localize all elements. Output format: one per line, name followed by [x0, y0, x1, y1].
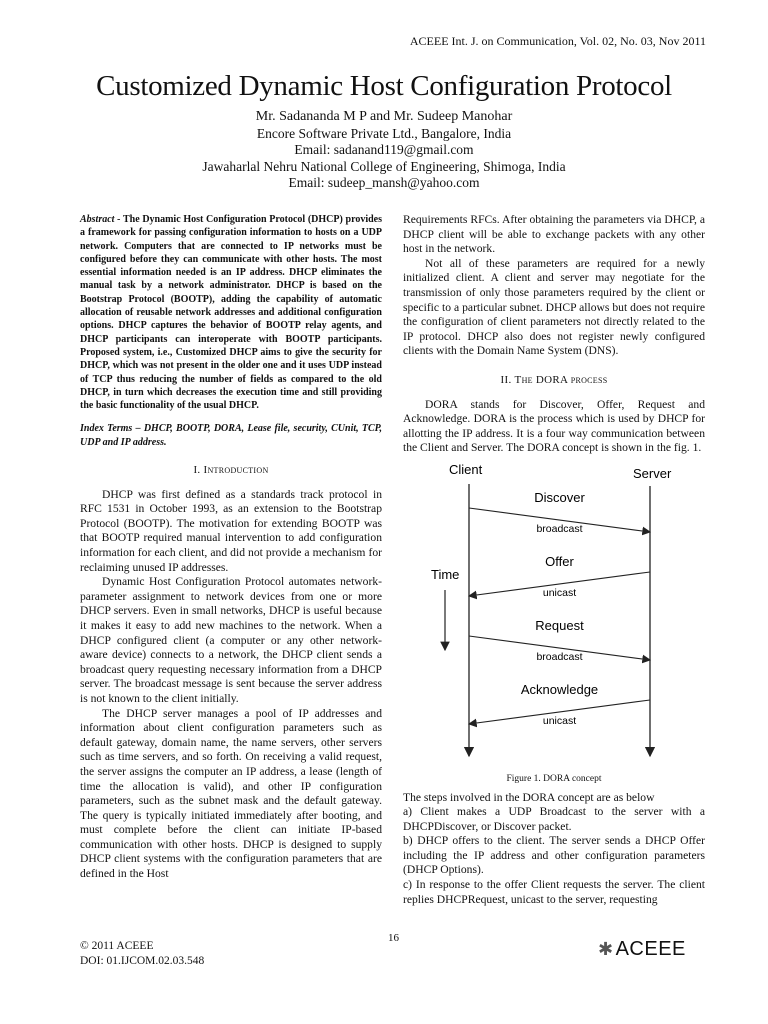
step-c: c) In response to the offer Client requests the server. The client replies DHCPRequest, unicast to the server, requesting — [403, 878, 705, 906]
message-mode-2: unicast — [542, 586, 577, 599]
message-mode-4: unicast — [542, 714, 577, 727]
message-label-1: Discover — [534, 489, 585, 505]
time-label: Time — [431, 566, 460, 582]
right-column — [403, 213, 705, 907]
aceee-logo: ✱ ACEEE — [598, 938, 686, 960]
message-mode-3: broadcast — [536, 650, 583, 663]
doi: DOI: 01.IJCOM.02.03.548 — [80, 955, 205, 967]
right-paragraph-2: Not all of these parameters are required for a newly initialized client. A client and server may negotiate for the transmission of only those parameters required by the client or specific to a particular subnet. DHCP allows but does not require the configuration of client parameters not directly related to the IP protocol. DHCP also does not register newly configured clients with the Domain Name System (DNS). — [403, 256, 705, 358]
left-column — [80, 213, 382, 882]
intro-paragraph-2: Dynamic Host Configuration Protocol automates network-parameter assignment to network devices from one or more DHCP servers. Even in small networks, DHCP is useful because it makes it easy to add new machines to the network. When a DHCP configured client (a computer or any other network-aware device) connects to a network, the DHCP client sends a broadcast query requesting necessary information from a DHCP server. The broadcast message is sent because the server address is not known to the client initially. — [80, 575, 382, 705]
server-label: Server — [633, 465, 672, 481]
email-2: Email: sudeep_mansh@yahoo.com — [288, 175, 480, 190]
intro-paragraph-1: DHCP was first defined as a standards track protocol in RFC 1531 in October 1993, as an extension to the Bootstrap Protocol (BOOTP). The motivation for extending BOOTP was that BOOTP required manual intervention to add configuration information for each client, and did not provide a mechanism for reclaiming unused IP addresses. — [80, 487, 382, 574]
dora-paragraph: DORA stands for Discover, Offer, Request and Acknowledge. DORA is the process which is used by DHCP for allotting the IP address. It is a four way communication between the Client and Server. The DORA concept is shown in the fig. 1. — [403, 397, 705, 455]
paper-title: Customized Dynamic Host Configuration Protocol — [96, 70, 672, 102]
message-label-4: Acknowledge — [520, 681, 599, 697]
message-label-3: Request — [535, 617, 584, 633]
dora-figure — [403, 460, 705, 772]
message-label-2: Offer — [545, 553, 574, 569]
abstract-label: Abstract - — [80, 214, 121, 225]
intro-paragraph-3: The DHCP server manages a pool of IP addresses and information about client configuration parameters such as default gateway, domain name, the name servers, other servers such as time servers, and so forth. On receiving a valid request, the server assigns the computer an IP address, a lease (length of time the allocation is valid), and other IP configuration parameters, such as the subnet mask and the default gateway. The query is typically initiated immediately after booting, and must complete before the client can initiate IP-based communication with other hosts. DHCP is designed to supply DHCP client systems with the configuration parameters that are defined in the Host — [80, 706, 382, 881]
client-label: Client — [449, 461, 483, 477]
page-number: 16 — [388, 932, 399, 944]
email-1: Email: sadanand119@gmail.com — [294, 142, 474, 157]
affiliation-1: Encore Software Private Ltd., Bangalore, India — [256, 125, 512, 141]
message-arrows — [469, 490, 650, 727]
steps-intro: The steps involved in the DORA concept are as below — [403, 790, 655, 804]
message-mode-1: broadcast — [536, 522, 583, 535]
star-icon: ✱ — [598, 939, 614, 959]
section-2-heading: II. The DORA process — [500, 373, 608, 386]
step-b: b) DHCP offers to the client. The server sends a DHCP Offer including the IP address and other configuration parameters (DHCP Options). — [403, 834, 705, 877]
section-1-heading: I. Introduction — [193, 464, 269, 477]
figure-caption: Figure 1. DORA concept — [506, 773, 602, 784]
affiliation-2: Jawaharlal Nehru National College of Engineering, Shimoga, India — [202, 158, 566, 174]
author-names: Mr. Sadananda M P and Mr. Sudeep Manohar — [255, 109, 513, 124]
dora-diagram — [403, 460, 705, 772]
footer-info — [80, 939, 204, 969]
abstract — [80, 213, 382, 412]
journal-header: ACEEE Int. J. on Communication, Vol. 02, No. 03, Nov 2011 — [409, 34, 706, 48]
abstract-text: The Dynamic Host Configuration Protocol (DHCP) provides a framework for passing configuration information to hosts on a UDP network. Computers that are connected to IP networks must be configured before they can communicate with other hosts. The most essential information needed is an IP address. DHCP eliminates the manual task by a network administrator. DHCP is based on the Bootstrap Protocol (BOOTP), adding the capability of automatic allocation of reusable network addresses and additional configuration options. DHCP captures the behavior of BOOTP relay agents, and DHCP participants can interoperate with BOOTP participants. Proposed system, i.e., Customized DHCP aims to give the security for DHCP, which was not present in the older one and it uses UDP instead of TCP thus reducing the number of fields as compared to the old DHCP, in turn which decreases the execution time and still providing the basic functionality of the usual DHCP. — [80, 214, 382, 412]
right-paragraph-1: Requirements RFCs. After obtaining the parameters via DHCP, a DHCP client will be able to exchange packets with any other host in the network. — [403, 213, 705, 256]
author-block — [0, 109, 768, 192]
copyright: © 2011 ACEEE — [80, 940, 154, 952]
index-terms: Index Terms – DHCP, BOOTP, DORA, Lease file, security, CUnit, TCP, UDP and IP address. — [80, 423, 382, 448]
step-a: a) Client makes a UDP Broadcast to the server with a DHCPDiscover, or Discover packet. — [403, 805, 705, 833]
